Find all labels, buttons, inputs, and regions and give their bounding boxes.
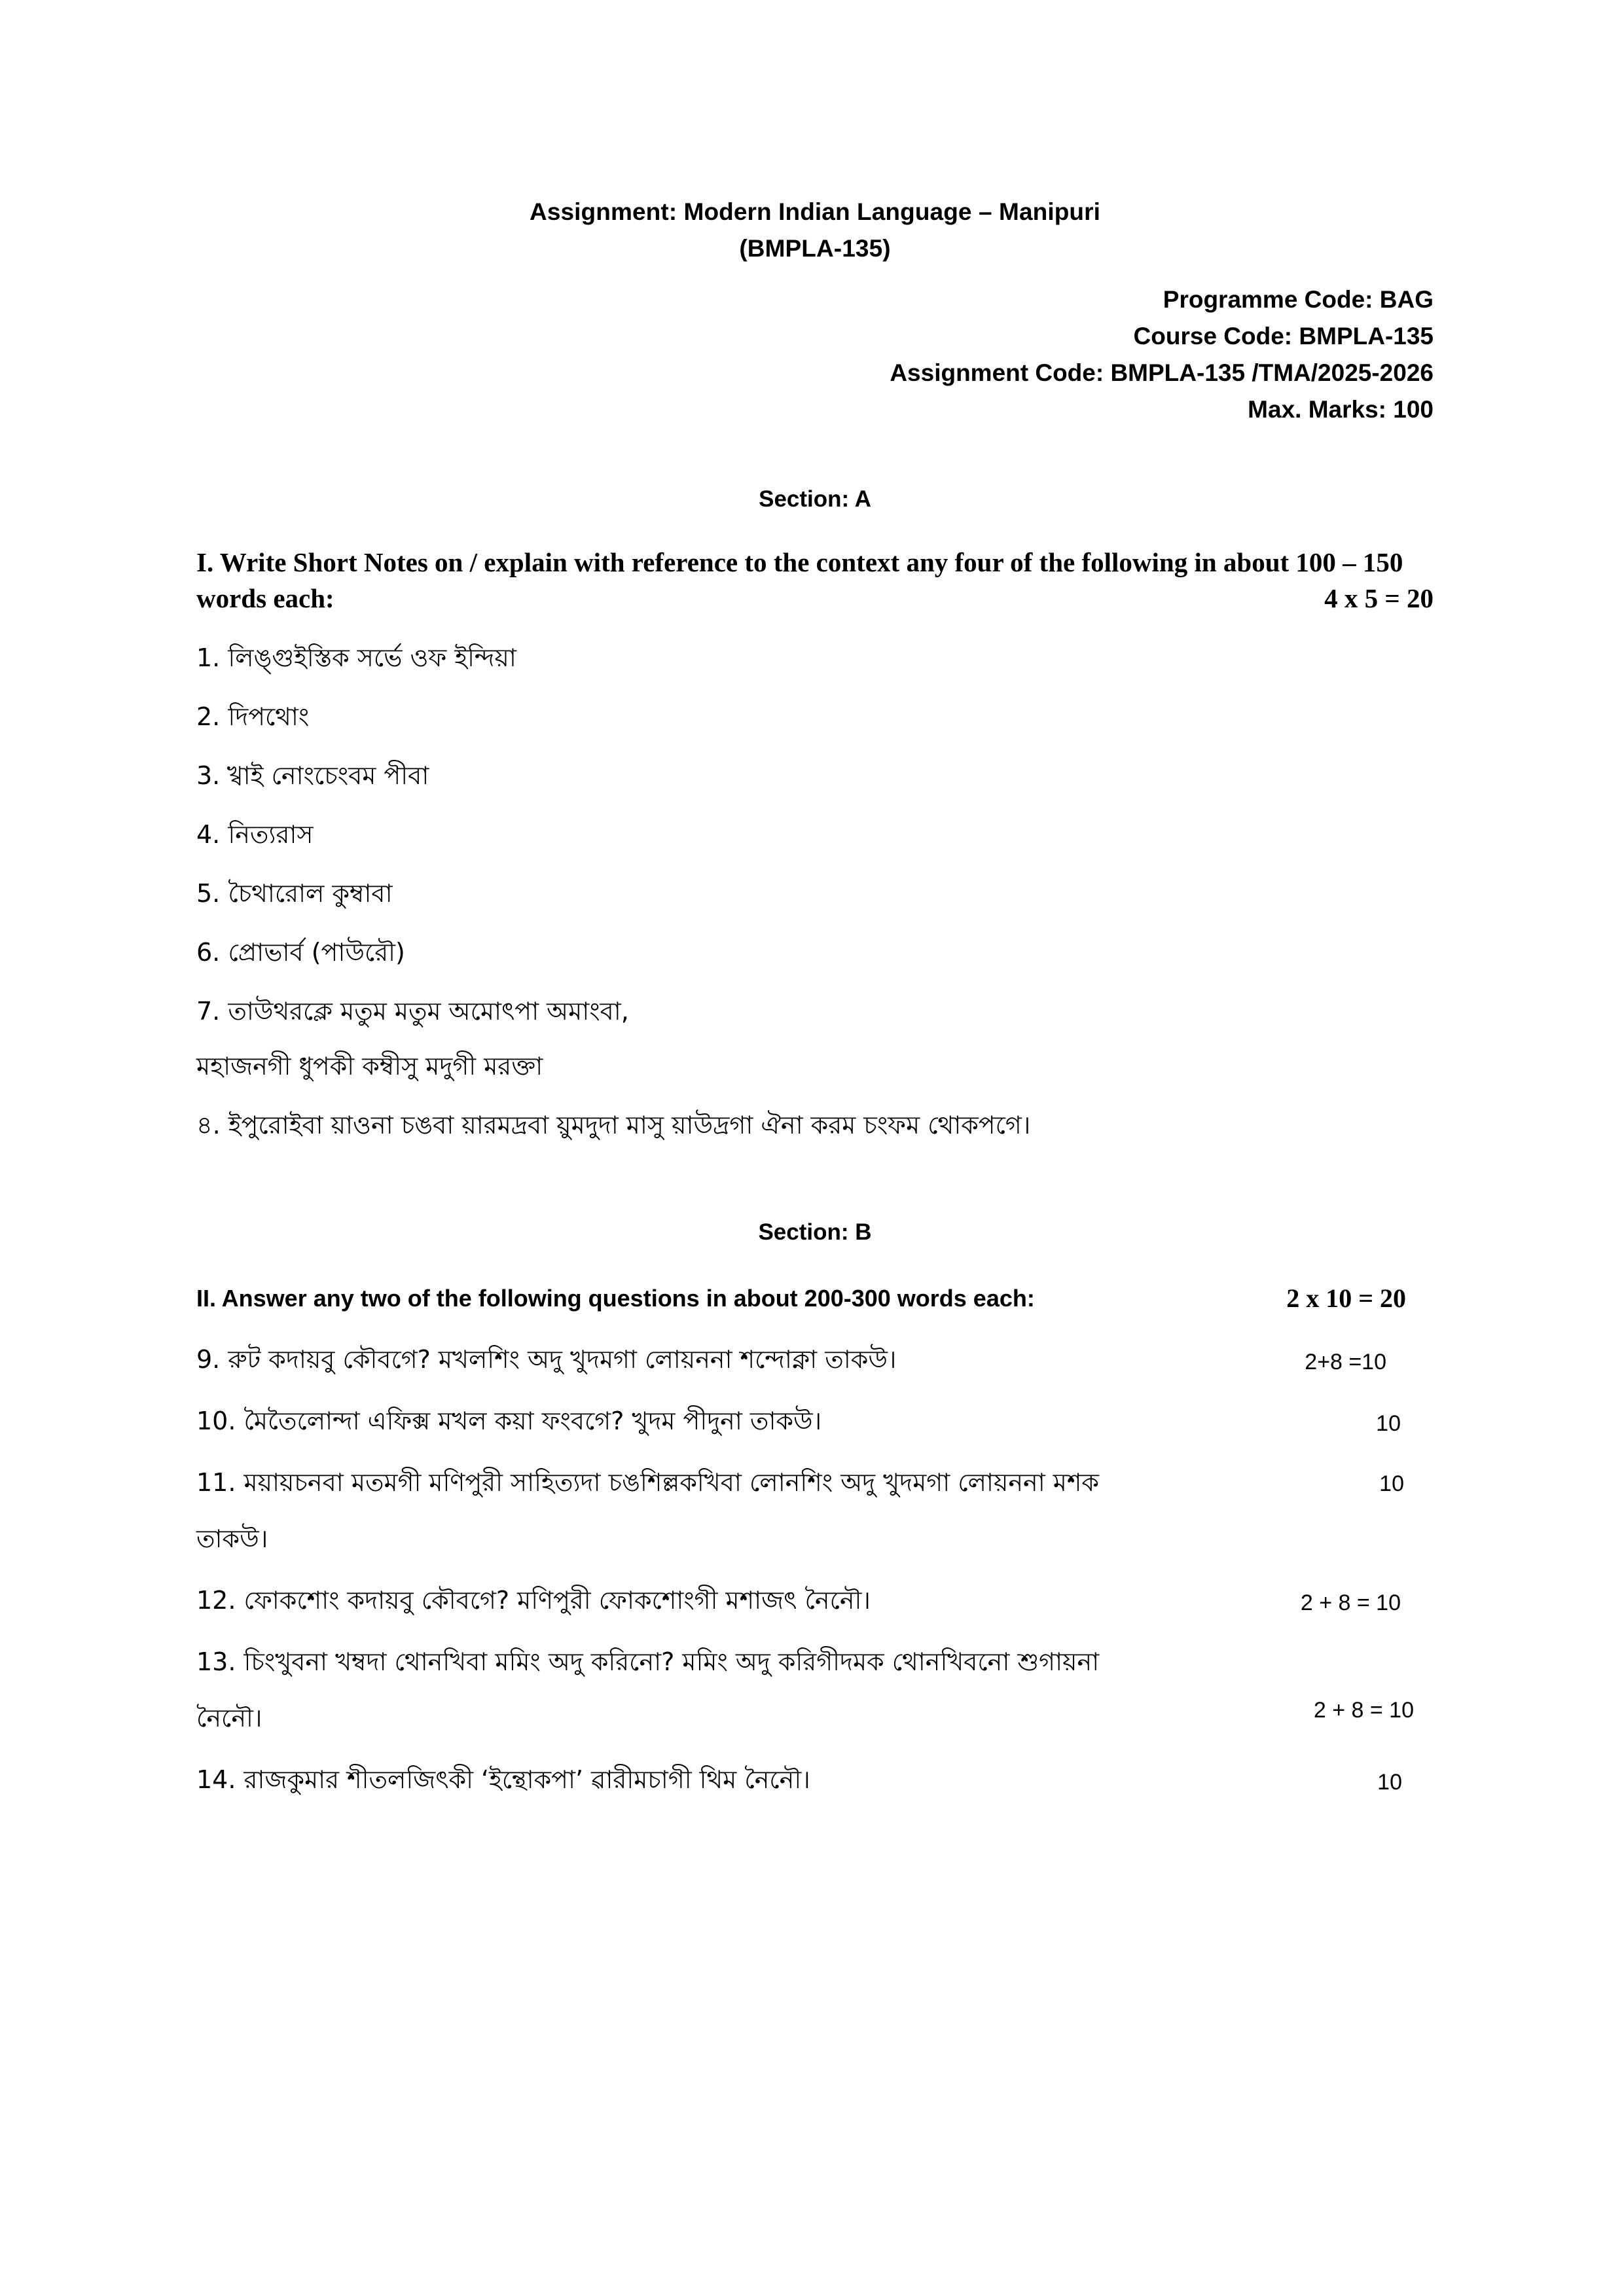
item-text: প্রোভার্ব (পাউরৌ) (228, 938, 405, 967)
question-marks: 2 + 8 = 10 (1313, 1698, 1414, 1723)
question-body (196, 1342, 1434, 1377)
question-body (196, 1403, 1434, 1439)
question-body (196, 1762, 1434, 1797)
list-item (196, 994, 1434, 1084)
item-text: ইপুরোইবা য়াওনা চঙবা য়ারমদ্রবা য়ুমদুদা মাসু য়াউদ্রগা ঐনা করম চংফম থোকপগে। (228, 1111, 1031, 1139)
assignment-code: Assignment Code: BMPLA-135 /TMA/2025-2026 (890, 359, 1434, 386)
question-marks: 2 + 8 = 10 (1300, 1590, 1401, 1615)
section-a-heading: Section: A (759, 486, 871, 512)
course-code: Course Code: BMPLA-135 (1133, 323, 1434, 350)
question-marks: 10 (1377, 1770, 1402, 1795)
item-number: 6. (196, 938, 221, 967)
question-marks: 10 (1379, 1471, 1404, 1496)
question-text: রুট কদায়বু কৌবগে? মখলশিং অদু খুদমগা লোয়ননা শন্দোক্না তাকউ। (228, 1345, 897, 1374)
list-item (196, 699, 1434, 734)
question-number: 10. (196, 1407, 236, 1435)
section-b-heading: Section: B (758, 1219, 872, 1245)
question-number: 12. (196, 1586, 236, 1615)
programme-code: Programme Code: BAG (1163, 286, 1434, 313)
question-marks: 2+8 =10 (1305, 1350, 1386, 1374)
question-row (196, 1583, 1434, 1618)
question-text: ফোকশোং কদায়বু কৌবগে? মণিপুরী ফোকশোংগী মশাজৎ নৈনৌ। (244, 1586, 871, 1615)
item-number: 2. (196, 702, 221, 731)
item-text-continuation: মহাজনগী ধুপকী কম্বীসু মদুগী মরক্তা (196, 1052, 543, 1081)
section-a-item-list (196, 640, 1434, 1143)
section-b-instruction (196, 1282, 1434, 1316)
item-number: 7. (196, 997, 221, 1026)
item-text: দিপথোং (228, 702, 310, 731)
question-body (196, 1644, 1434, 1736)
section-b-marks: 2 x 10 = 20 (1286, 1283, 1406, 1313)
question-text: চিংখুবনা খম্বদা থোনখিবা মমিং অদু করিনো? মমিং অদু করিগীদমক থোনখিবনো শুগায়না (244, 1647, 1100, 1676)
question-marks: 10 (1376, 1411, 1401, 1436)
section-a-marks: 4 x 5 = 20 (1324, 583, 1434, 613)
list-item (196, 817, 1434, 852)
question-text-continuation: তাকউ। (196, 1524, 268, 1553)
page-content (196, 0, 1434, 1797)
question-number: 11. (196, 1468, 236, 1497)
item-text: খ্বাই নোংচেংবম পীবা (228, 761, 429, 790)
question-row (196, 1762, 1434, 1797)
item-text: তাউথরক্লে মতুম মতুম অমোৎপা অমাংবা, (228, 997, 629, 1026)
assignment-title-line-2: (BMPLA-135) (739, 235, 891, 262)
section-b-question-list (196, 1342, 1434, 1797)
question-text: রাজকুমার শীতলজিৎকী ‘ইন্থোকপা’ ৱারীমচাগী থিম নৈনৌ। (244, 1765, 810, 1794)
item-text: নিত্যরাস (228, 820, 314, 849)
question-number: 14. (196, 1765, 236, 1794)
question-body (196, 1465, 1434, 1556)
list-item (196, 935, 1434, 970)
section-b-instruction-text: II. Answer any two of the following questions in about 200-300 words each: (196, 1285, 1035, 1312)
item-number: 4. (196, 820, 221, 849)
document-header (196, 0, 1434, 428)
question-text-continuation: নৈনৌ। (196, 1704, 262, 1732)
item-number: ৪. (196, 1111, 221, 1139)
assignment-meta (196, 281, 1434, 428)
max-marks: Max. Marks: 100 (1248, 396, 1434, 423)
question-row (196, 1342, 1434, 1377)
item-text: লিঙ্গুইস্তিক সর্ভে ওফ ইন্দিয়া (228, 643, 516, 672)
question-row (196, 1644, 1434, 1736)
question-row (196, 1465, 1434, 1556)
question-row (196, 1403, 1434, 1439)
question-text: ময়ায়চনবা মতমগী মণিপুরী সাহিত্যদা চঙশিল্লকখিবা লোনশিং অদু খুদমগা লোয়ননা মশক (244, 1468, 1099, 1497)
list-item (196, 876, 1434, 911)
item-number: 1. (196, 643, 221, 672)
section-a-instruction-text: I. Write Short Notes on / explain with reference to the context any four of the following in about 100 – 150 words each: (196, 547, 1403, 613)
assignment-title-line-1: Assignment: Modern Indian Language – Manipuri (530, 198, 1100, 225)
item-number: 5. (196, 879, 221, 908)
question-number: 13. (196, 1647, 236, 1676)
question-number: 9. (196, 1345, 221, 1374)
list-item (196, 1107, 1434, 1143)
question-body (196, 1583, 1434, 1618)
item-number: 3. (196, 761, 221, 790)
section-a-instruction (196, 545, 1434, 617)
list-item (196, 758, 1434, 793)
list-item (196, 640, 1434, 675)
item-text: চৈথারোল কুম্বাবা (228, 879, 393, 908)
question-text: মৈতৈলোন্দা এফিক্স মখল কয়া ফংবগে? খুদম পীদুনা তাকউ। (244, 1407, 822, 1435)
